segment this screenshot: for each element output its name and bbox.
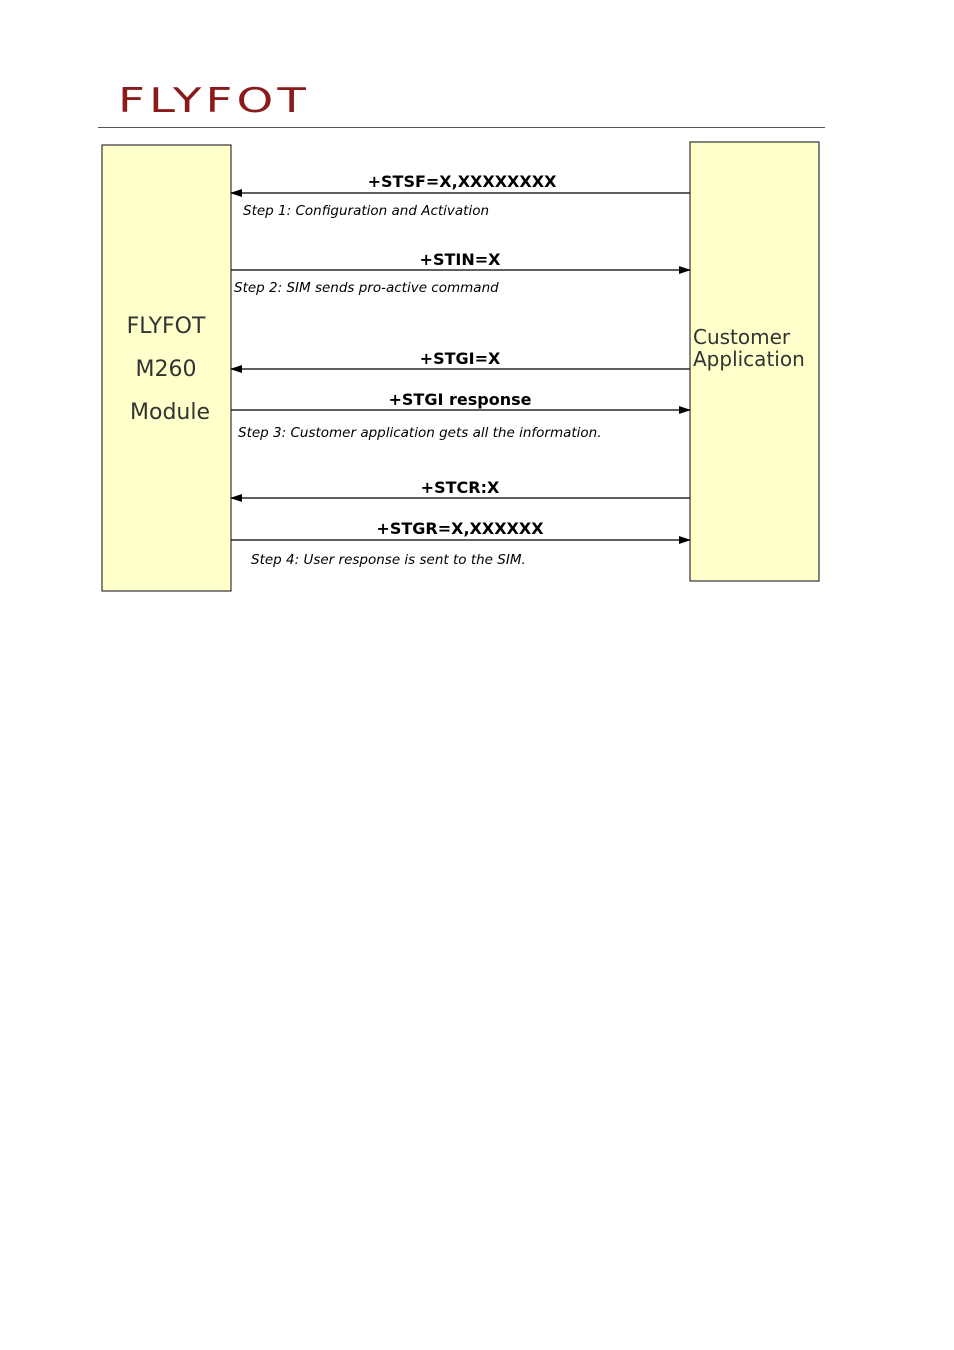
step-1-caption: Step 1: Configuration and Activation [243,203,490,219]
label-stin: +STIN=X [419,250,501,269]
customer-application-label-line2: Application [693,347,805,371]
label-stgi-request: +STGI=X [419,349,501,368]
label-stsf: +STSF=X,XXXXXXXX [367,172,557,191]
customer-application-label-line1: Customer [693,325,791,349]
step-4-caption: Step 4: User response is sent to the SIM. [251,552,526,568]
logo-text: FLYFOT [118,81,310,118]
step-3-caption: Step 3: Customer application gets all the information. [238,425,602,441]
m260-module-label-line1: FLYFOT [126,314,206,339]
sequence-diagram [0,0,954,620]
m260-module-label-line2: M260 [135,357,197,382]
label-stgr: +STGR=X,XXXXXX [376,519,544,538]
label-stcr: +STCR:X [420,478,500,497]
step-2-caption: Step 2: SIM sends pro-active command [234,280,499,296]
m260-module-label-line3: Module [130,400,210,425]
label-stgi-response: +STGI response [388,390,532,409]
